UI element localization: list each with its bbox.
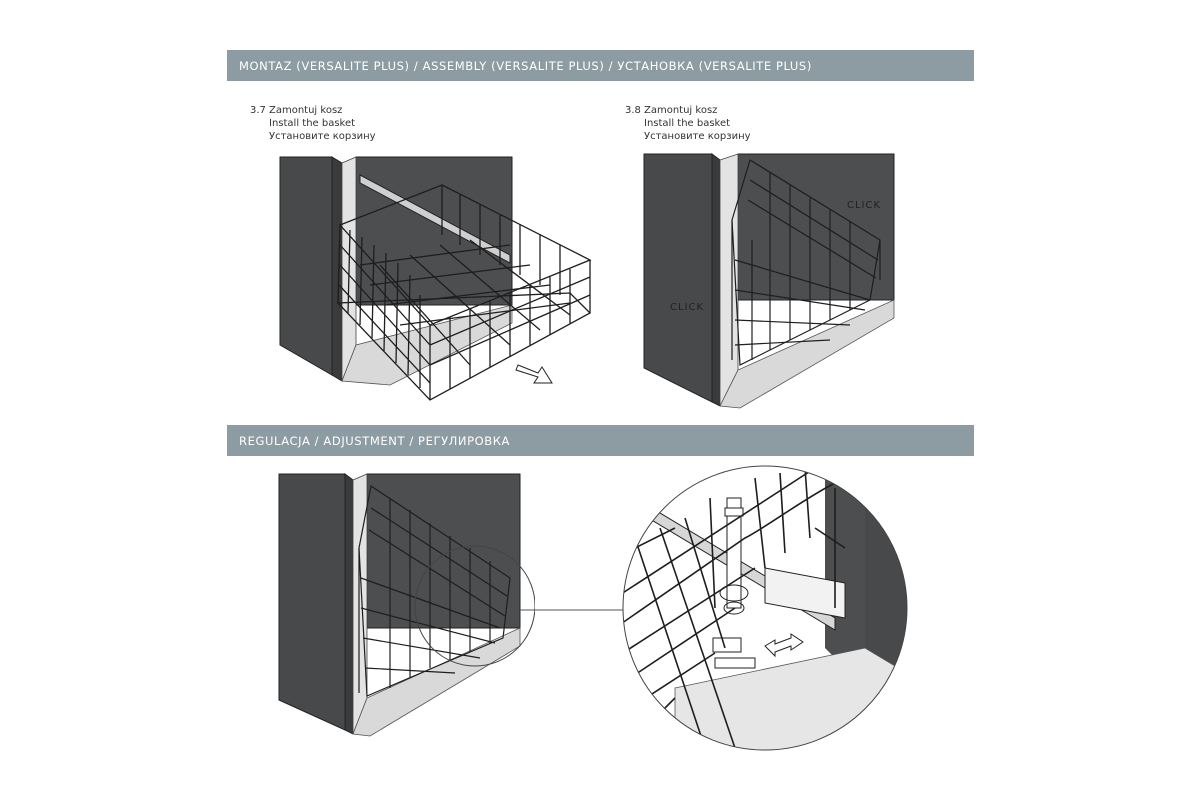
adjustment-detail-zoom-illustration (615, 458, 915, 758)
step-3-8-caption (625, 104, 751, 143)
step-text-pl: Zamontuj kosz (644, 105, 718, 116)
step-text-ru: Установите корзину (269, 131, 376, 142)
assembly-section-header: MONTAZ (VERSALITE PLUS) / ASSEMBLY (VERSALITE PLUS) / УСТАНОВКА (VERSALITE PLUS) (227, 50, 974, 81)
click-label-right: CLICK (847, 200, 882, 211)
step-text-en: Install the basket (644, 118, 731, 129)
step-3-7-caption (250, 104, 376, 143)
install-basket-illustration (270, 145, 610, 415)
adjustment-cabinet-illustration (275, 468, 535, 738)
detail-connector-line (520, 600, 630, 620)
push-arrow-icon (516, 365, 552, 383)
step-text-en: Install the basket (269, 118, 356, 129)
step-number: 3.8 (625, 105, 641, 116)
step-number: 3.7 (250, 105, 266, 116)
click-label-left: CLICK (670, 302, 705, 313)
step-text-pl: Zamontuj kosz (269, 105, 343, 116)
basket-click-illustration (640, 150, 900, 410)
step-text-ru: Установите корзину (644, 131, 751, 142)
adjustment-section-header: REGULACJA / ADJUSTMENT / РЕГУЛИРОВКА (227, 425, 974, 456)
